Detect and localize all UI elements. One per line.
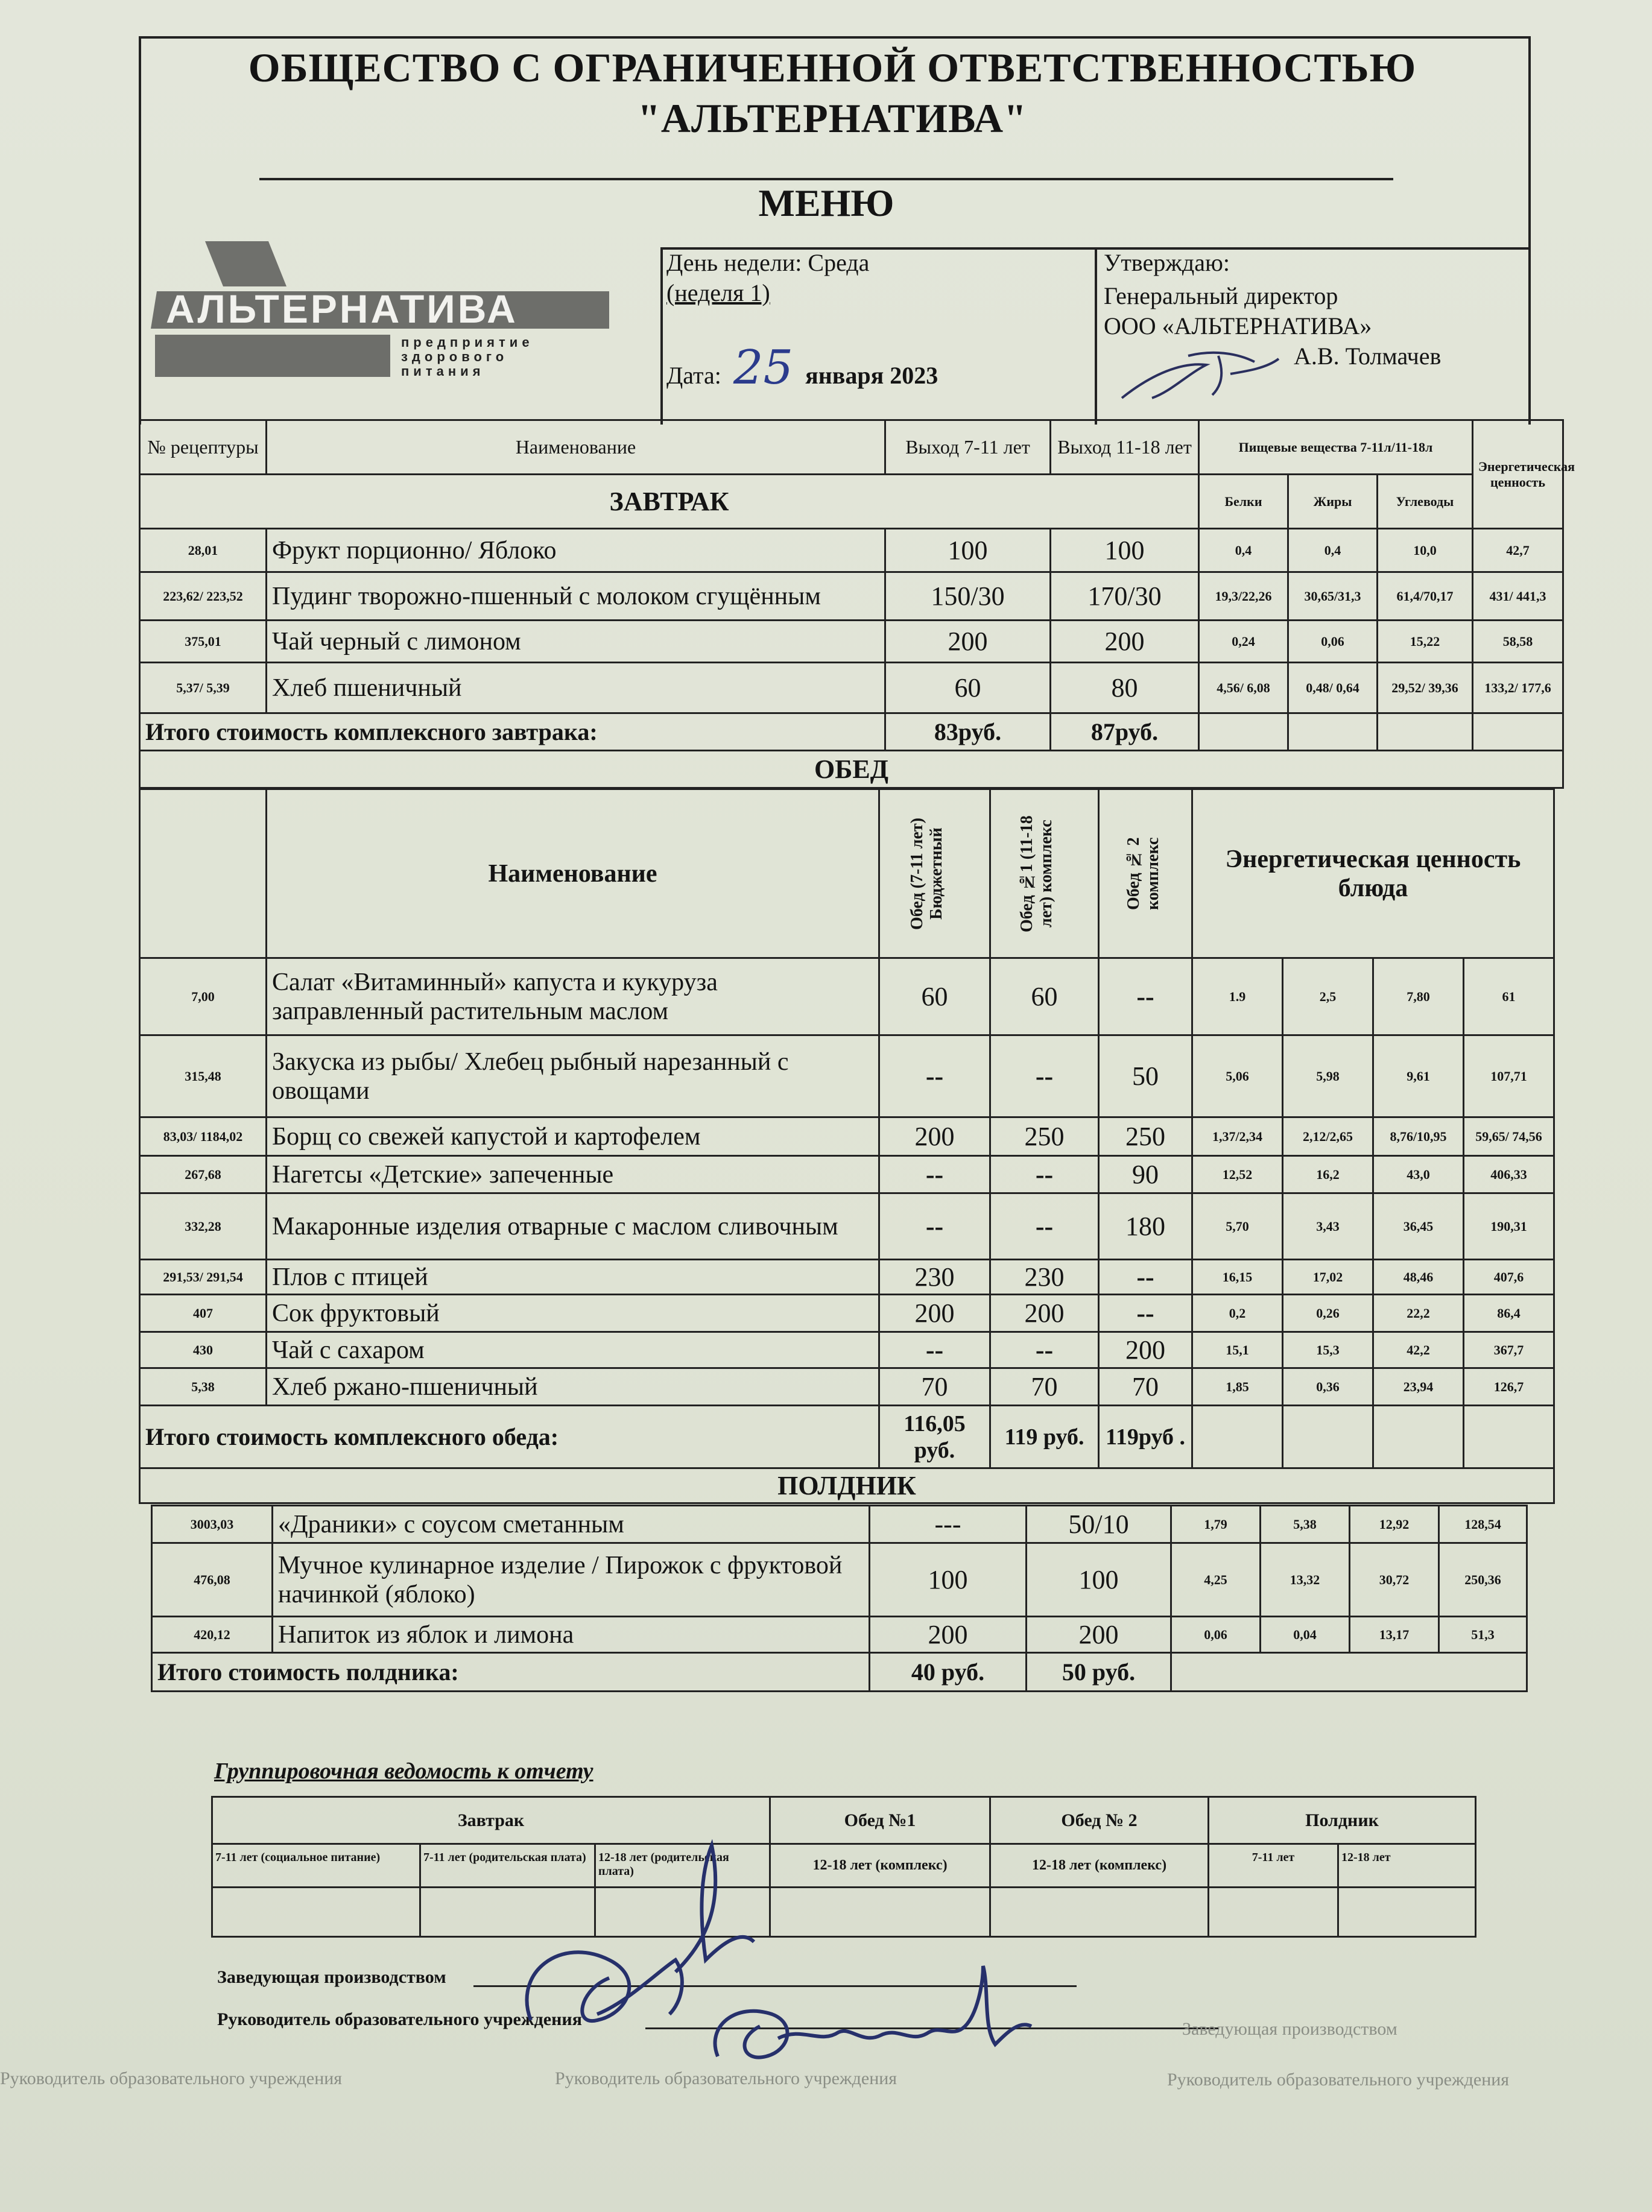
output-1: 60 [885,663,1051,713]
output-2: 50/10 [1027,1506,1171,1543]
protein: 19,3/22,26 [1199,572,1288,621]
lunch-budget-value: -- [879,1332,990,1368]
table-row [140,621,1563,663]
director-signature [1116,338,1285,410]
total-price-1: 83руб. [885,713,1051,751]
carbs: 7,80 [1373,958,1464,1035]
recipe-number: 7,00 [140,958,267,1035]
energy: 133,2/ 177,6 [1473,663,1563,713]
protein: 5,70 [1192,1193,1283,1260]
snack-total-row [152,1653,1527,1692]
energy: 51,3 [1439,1617,1527,1653]
lunch-budget-value: 60 [879,958,990,1035]
approve-title: Утверждаю: [1104,249,1230,276]
recipe-number: 3003,03 [152,1506,273,1543]
total-label: Итого стоимость полдника: [152,1653,870,1692]
carbs: 15,22 [1378,621,1473,663]
col-lunch-2: Обед № 2 комплекс [1124,837,1162,910]
table-row [152,1506,1527,1543]
lunch-1-value: -- [990,1193,1099,1260]
head-school-label: Руководитель образовательного учреждения [217,2009,582,2029]
output-2: 80 [1051,663,1199,713]
fat: 3,43 [1283,1193,1373,1260]
fat: 0,48/ 0,64 [1288,663,1378,713]
grouping-cell [1338,1888,1476,1937]
recipe-number: 332,28 [140,1193,267,1260]
energy: 61 [1464,958,1554,1035]
grouping-lunch-2: Обед № 2 [990,1797,1209,1844]
lunch-1-value: 60 [990,958,1099,1035]
approve-name: А.В. Толмачев [1294,343,1442,370]
grouping-cell [990,1888,1209,1937]
energy: 58,58 [1473,621,1563,663]
fat: 5,98 [1283,1035,1373,1117]
lunch-2-value: 90 [1099,1156,1192,1193]
breakfast-total-row [140,713,1563,751]
fat: 30,65/31,3 [1288,572,1378,621]
grouping-s1: 7-11 лет [1209,1844,1338,1888]
recipe-number: 5,37/ 5,39 [140,663,267,713]
recipe-number: 476,08 [152,1543,273,1617]
recipe-number: 223,62/ 223,52 [140,572,267,621]
carbs: 42,2 [1373,1332,1464,1368]
dish-name: Нагетсы «Детские» запеченные [267,1156,879,1193]
grouping-cell [1209,1888,1338,1937]
logo-sub-2: здорового [401,349,508,364]
carbs: 36,45 [1373,1193,1464,1260]
protein: 1,79 [1171,1506,1261,1543]
logo-sub-3: питания [401,364,485,379]
table-row [140,663,1563,713]
lunch-2-value: 180 [1099,1193,1192,1260]
protein: 5,06 [1192,1035,1283,1117]
recipe-number: 267,68 [140,1156,267,1193]
dish-name: Салат «Витаминный» капуста и кукуруза заправленный растительным маслом [267,958,879,1035]
carbs: 8,76/10,95 [1373,1117,1464,1156]
energy: 406,33 [1464,1156,1554,1193]
protein: 15,1 [1192,1332,1283,1368]
date-prefix: Дата: [666,362,721,389]
lunch-budget-value: 200 [879,1295,990,1332]
lunch-2-value: -- [1099,958,1192,1035]
recipe-number: 315,48 [140,1035,267,1117]
carbs: 13,17 [1350,1617,1439,1653]
carbs: 61,4/70,17 [1378,572,1473,621]
dish-name: Напиток из яблок и лимона [273,1617,870,1653]
grouping-lunch-1: Обед №1 [770,1797,990,1844]
grouping-title: Группировочная ведомость к отчету [214,1759,593,1784]
carbs: 48,46 [1373,1260,1464,1295]
grouping-breakfast: Завтрак [212,1797,770,1844]
table-row [140,1035,1554,1117]
org-line-1: ОБЩЕСТВО С ОГРАНИЧЕННОЙ ОТВЕТСТВЕННОСТЬЮ [248,45,1417,90]
output-2: 170/30 [1051,572,1199,621]
lunch-total-row [140,1406,1554,1468]
lunch-budget-value: 230 [879,1260,990,1295]
energy: 59,65/ 74,56 [1464,1117,1554,1156]
total-label: Итого стоимость комплексного завтрака: [140,713,885,751]
output-1: 100 [885,529,1051,572]
protein: 4,56/ 6,08 [1199,663,1288,713]
protein: 0,4 [1199,529,1288,572]
week-label: (неделя 1) [666,279,770,306]
output-1: 200 [870,1617,1027,1653]
carbs: 23,94 [1373,1368,1464,1406]
date-label [666,341,938,395]
recipe-number: 375,01 [140,621,267,663]
col-output-1: Выход 7-11 лет [885,420,1051,475]
output-2: 100 [1051,529,1199,572]
carbs: 29,52/ 39,36 [1378,663,1473,713]
energy: 42,7 [1473,529,1563,572]
approve-org: ООО «АЛЬТЕРНАТИВА» [1104,312,1372,340]
grouping-l2: 12-18 лет (комплекс) [990,1844,1209,1888]
lunch-budget-value: -- [879,1193,990,1260]
dish-name: Чай с сахаром [267,1332,879,1368]
energy: 107,71 [1464,1035,1554,1117]
recipe-number: 407 [140,1295,267,1332]
lunch-2-value: -- [1099,1260,1192,1295]
lunch-2-value: -- [1099,1295,1192,1332]
table-row [140,1260,1554,1295]
grouping-b3: 12-18 лет (родительская плата) [595,1844,770,1888]
output-2: 200 [1027,1617,1171,1653]
protein: 0,24 [1199,621,1288,663]
dish-name: Борщ со свежей капустой и картофелем [267,1117,879,1156]
section-snack: ПОЛДНИК [140,1468,1554,1503]
output-1: 200 [885,621,1051,663]
col-lunch-1: Обед №1 (11-18 лет) комплекс [1017,815,1055,932]
recipe-number: 430 [140,1332,267,1368]
lunch-1-value: 250 [990,1117,1099,1156]
protein: 16,15 [1192,1260,1283,1295]
protein: 1.9 [1192,958,1283,1035]
lunch-2-value: 200 [1099,1332,1192,1368]
logo-wordmark: АЛЬТЕРНАТИВА [166,286,518,331]
fat: 0,06 [1288,621,1378,663]
fat: 2,5 [1283,958,1373,1035]
org-line-2: "АЛЬТЕРНАТИВА" [638,95,1027,141]
col-protein: Белки [1199,475,1288,529]
dish-name: Хлеб ржано-пшеничный [267,1368,879,1406]
page-title: МЕНЮ [758,182,894,224]
dish-name: Мучное кулинарное изделие / Пирожок с фруктовой начинкой (яблоко) [273,1543,870,1617]
output-2: 100 [1027,1543,1171,1617]
dish-name: Закуска из рыбы/ Хлебец рыбный нарезанный с овощами [267,1035,879,1117]
breakfast-table [139,419,1575,789]
total-price-1: 116,05 руб. [879,1406,990,1468]
fat: 2,12/2,65 [1283,1117,1373,1156]
energy: 431/ 441,3 [1473,572,1563,621]
total-price-2: 50 руб. [1027,1653,1171,1692]
fat: 0,04 [1261,1617,1350,1653]
energy: 190,31 [1464,1193,1554,1260]
carbs: 30,72 [1350,1543,1439,1617]
col-fat: Жиры [1288,475,1378,529]
table-row [152,1617,1527,1653]
day-label: День недели: Среда [666,249,870,276]
col-energy: Энергетическая ценность [1473,420,1563,529]
protein: 0,2 [1192,1295,1283,1332]
energy: 407,6 [1464,1260,1554,1295]
lunch-2-value: 250 [1099,1117,1192,1156]
col-recipe: № рецептуры [140,420,267,475]
lunch-budget-value: -- [879,1035,990,1117]
lunch-budget-value: -- [879,1156,990,1193]
approve-position: Генеральный директор [1104,282,1338,309]
dish-name: Сок фруктовый [267,1295,879,1332]
grouping-s2: 12-18 лет [1338,1844,1476,1888]
dish-name: Чай черный с лимоном [267,621,885,663]
dish-name: Фрукт порционно/ Яблоко [267,529,885,572]
protein: 1,85 [1192,1368,1283,1406]
lunch-2-value: 70 [1099,1368,1192,1406]
fat: 0,36 [1283,1368,1373,1406]
table-row [140,1193,1554,1260]
total-price-2: 119 руб. [990,1406,1099,1468]
grouping-b2: 7-11 лет (родительская плата) [420,1844,595,1888]
lunch-1-value: -- [990,1332,1099,1368]
total-price-1: 40 руб. [870,1653,1027,1692]
fat: 15,3 [1283,1332,1373,1368]
col-output-2: Выход 11-18 лет [1051,420,1199,475]
col-name: Наименование [267,789,879,958]
fat: 17,02 [1283,1260,1373,1295]
section-breakfast: ЗАВТРАК [140,475,1199,529]
fat: 16,2 [1283,1156,1373,1193]
col-lunch-budget: Обед (7-11 лет) Бюджетный [907,817,946,930]
table-row [140,1117,1554,1156]
recipe-number: 28,01 [140,529,267,572]
head-production-label: Заведующая производством [217,1967,446,1987]
logo-sub-1: предприятие [401,335,534,350]
fat: 13,32 [1261,1543,1350,1617]
grouping-table [211,1796,1476,1938]
dish-name: «Драники» с соусом сметанным [273,1506,870,1543]
output-1: --- [870,1506,1027,1543]
carbs: 9,61 [1373,1035,1464,1117]
protein: 0,06 [1171,1617,1261,1653]
snack-table [151,1505,1528,1692]
table-row [140,1368,1554,1406]
energy: 126,7 [1464,1368,1554,1406]
output-1: 150/30 [885,572,1051,621]
table-row [140,1295,1554,1332]
lunch-1-value: 230 [990,1260,1099,1295]
lunch-1-value: -- [990,1035,1099,1117]
lunch-1-value: 200 [990,1295,1099,1332]
faded-footer-right: Руководитель образовательного учреждения [1167,2070,1510,2090]
lunch-2-value: 50 [1099,1035,1192,1117]
recipe-number: 291,53/ 291,54 [140,1260,267,1295]
fat: 5,38 [1261,1506,1350,1543]
lunch-budget-value: 200 [879,1117,990,1156]
energy: 367,7 [1464,1332,1554,1368]
energy: 86,4 [1464,1295,1554,1332]
protein: 1,37/2,34 [1192,1117,1283,1156]
company-logo [148,238,618,389]
grouping-cell [212,1888,420,1937]
carbs: 43,0 [1373,1156,1464,1193]
total-price-2: 87руб. [1051,713,1199,751]
protein: 4,25 [1171,1543,1261,1617]
table-row [140,1332,1554,1368]
recipe-number: 5,38 [140,1368,267,1406]
date-day-handwritten: 25 [733,341,794,395]
col-name: Наименование [267,420,885,475]
lunch-table [139,788,1555,1504]
grouping-b1: 7-11 лет (социальное питание) [212,1844,420,1888]
fat: 0,4 [1288,529,1378,572]
carbs: 22,2 [1373,1295,1464,1332]
col-energy: Энергетическая ценность блюда [1192,789,1554,958]
lunch-1-value: 70 [990,1368,1099,1406]
col-carbs: Углеводы [1378,475,1473,529]
energy: 128,54 [1439,1506,1527,1543]
carbs: 12,92 [1350,1506,1439,1543]
fat: 0,26 [1283,1295,1373,1332]
table-row [140,572,1563,621]
table-row [140,529,1563,572]
total-price-3: 119руб . [1099,1406,1192,1468]
date-rest: января 2023 [805,362,938,389]
faded-production-label: Заведующая производством [1182,2019,1397,2039]
director-school-signature [700,1954,1037,2075]
faded-footer-mid: Руководитель образовательного учреждения [555,2068,897,2088]
energy: 250,36 [1439,1543,1527,1617]
lunch-budget-value: 70 [879,1368,990,1406]
table-row [140,1156,1554,1193]
carbs: 10,0 [1378,529,1473,572]
col-nutrients: Пищевые вещества 7-11л/11-18л [1199,420,1473,475]
section-lunch: ОБЕД [140,751,1563,788]
recipe-number: 83,03/ 1184,02 [140,1117,267,1156]
recipe-number: 420,12 [152,1617,273,1653]
output-2: 200 [1051,621,1199,663]
dish-name: Плов с птицей [267,1260,879,1295]
grouping-l1: 12-18 лет (комплекс) [770,1844,990,1888]
dish-name: Хлеб пшеничный [267,663,885,713]
dish-name: Макаронные изделия отварные с маслом сливочным [267,1193,879,1260]
total-label: Итого стоимость комплексного обеда: [140,1406,879,1468]
faded-footer-left: Руководитель образовательного учреждения [0,2068,343,2088]
lunch-1-value: -- [990,1156,1099,1193]
protein: 12,52 [1192,1156,1283,1193]
output-1: 100 [870,1543,1027,1617]
table-row [140,958,1554,1035]
grouping-snack: Полдник [1209,1797,1476,1844]
dish-name: Пудинг творожно-пшенный с молоком сгущённым [267,572,885,621]
table-row [152,1543,1527,1617]
